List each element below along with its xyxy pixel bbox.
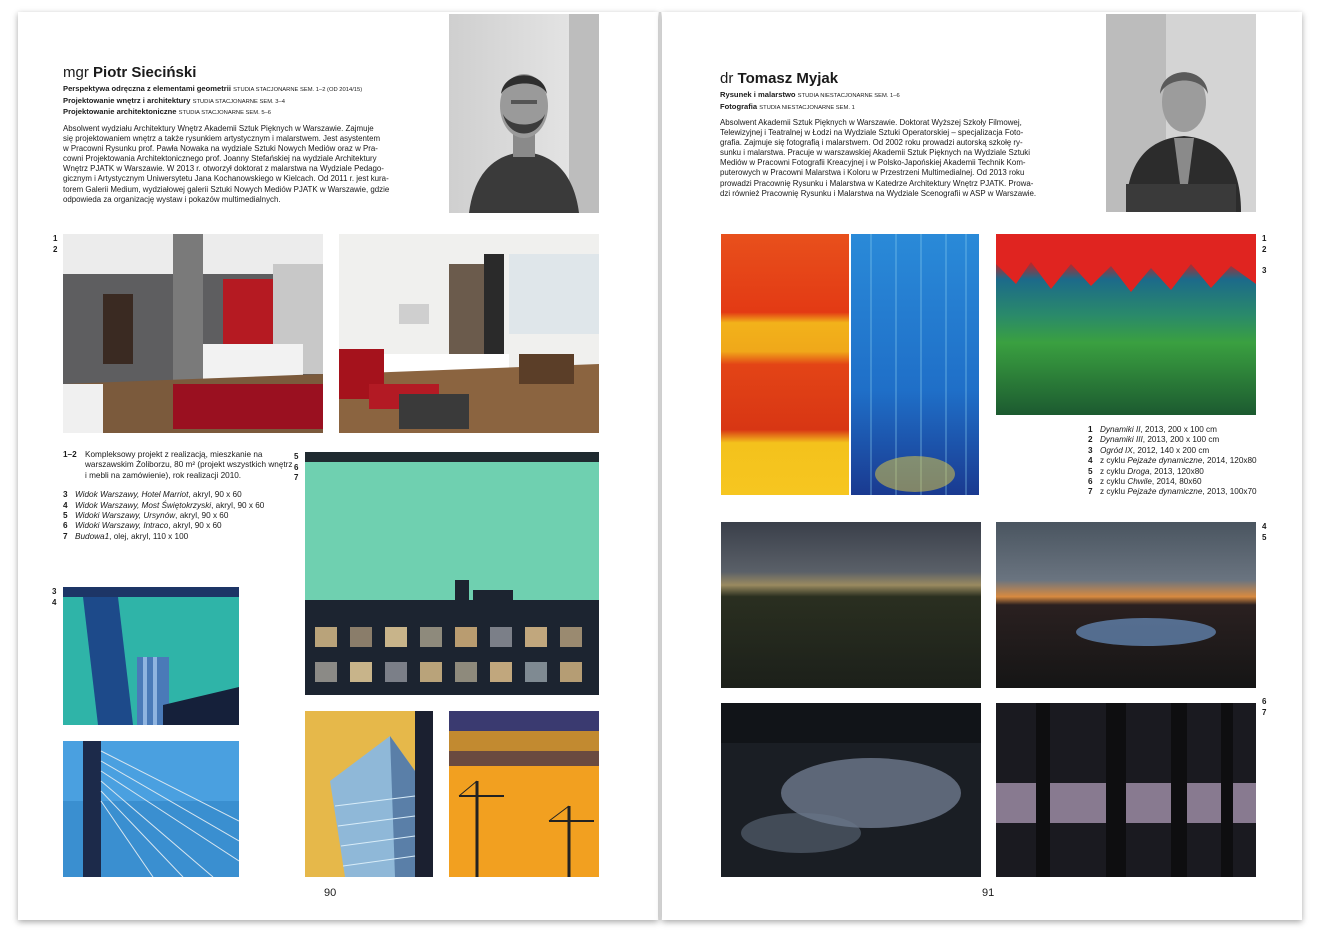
caption-item: 5 Widoki Warszawy, Ursynów, akryl, 90 x 60 <box>63 511 229 521</box>
photo-droga <box>996 522 1256 688</box>
photo-chwile <box>721 703 981 877</box>
painting-hotel-marriot <box>63 587 239 725</box>
course-item: Projektowanie wnętrz i architektury STUDIA STACJONARNE SEM. 3–4 <box>63 95 285 105</box>
painting-budowa1 <box>449 711 599 877</box>
figure-numbers-interiors: 1 2 <box>53 234 58 254</box>
portrait-photo-right <box>1106 14 1256 212</box>
painting-cityscape-large <box>305 452 599 695</box>
page-number-left: 90 <box>324 887 337 899</box>
painting-ogrod-ix <box>996 234 1256 415</box>
caption-item: 7 Budowa1, olej, akryl, 110 x 100 <box>63 531 189 541</box>
painting-dynamiki-ii <box>721 234 849 495</box>
author-title: dr <box>720 70 734 87</box>
caption-item: 4 z cyklu Pejzaże dynamiczne, 2014, 120x80 <box>1088 456 1257 466</box>
author-title: mgr <box>63 64 89 81</box>
caption-item: 2 Dynamiki III, 2013, 200 x 100 cm <box>1088 435 1220 445</box>
author-name-left <box>63 64 196 82</box>
author-name-right <box>720 70 838 88</box>
caption-item: 3 Ogród IX, 2012, 140 x 200 cm <box>1088 445 1210 455</box>
figure-numbers-photos-bottom: 6 7 <box>1262 697 1267 717</box>
course-list-right <box>720 90 900 113</box>
bio-left: Absolwent wydziału Architektury Wnętrz Akademii Sztuk Pięknych w Warszawie. Zajmuje się projektowaniem wnętrz a także rysunkiem artystycznym i malarstwem. Jest asystentem w Pracowni Rysunku prof. Pawła Nowaka na wydziale Sztuki Nowych Mediów oraz w Pra- cowni Projektowania Architektonicznego prof. Joanny Stefańskiej na wydziale Architektury Wnętrz PJATK w Warszawie. W 2013 r. otworzył doktorat z malarstwa na Wydziale Pedago- gicznym i Artystycznym Uniwersytetu Jana Kochanowskiego w Kielcach. Od 2011 r. jest kura- torem Galerii Medium, wydziałowej galerii Sztuki Nowych Mediów PJATK w Warszawie, gdzie odpowieda za organizację wystaw i pokazów multimedialnych. <box>63 124 390 204</box>
interior-photo-1 <box>63 234 323 433</box>
caption-item: 5 z cyklu Droga, 2013, 120x80 <box>1088 466 1204 476</box>
course-item: Perspektywa odręczna z elementami geometrii STUDIA STACJONARNE SEM. 1–2 (OD 2014/15) <box>63 84 363 93</box>
course-item: Rysunek i malarstwo STUDIA NIESTACJONARNE SEM. 1–6 <box>720 90 900 99</box>
caption-item: 1 Dynamiki II, 2013, 200 x 100 cm <box>1088 425 1217 434</box>
painting-dynamiki-iii <box>851 234 979 495</box>
painting-intraco <box>305 711 433 877</box>
photo-pejzaze-dynamiczne-2014 <box>721 522 981 688</box>
caption-item: 6 z cyklu Chwile, 2014, 80x60 <box>1088 477 1202 487</box>
painting-most-swietokrzyski <box>63 741 239 877</box>
caption-item: 3 Widok Warszawy, Hotel Marriot, akryl, 90 x 60 <box>63 490 242 500</box>
photo-pejzaze-dynamiczne-2013 <box>996 703 1256 877</box>
captions-left <box>63 450 293 542</box>
course-list-left <box>63 84 362 119</box>
page-number-right: 91 <box>982 887 995 899</box>
portrait-photo-left <box>449 14 599 213</box>
course-item: Fotografia STUDIA NIESTACJONARNE SEM. 1 <box>720 101 855 111</box>
caption-item: 4 Widok Warszawy, Most Świętokrzyski, akryl, 90 x 60 <box>63 500 265 510</box>
author-surname: Tomasz Myjak <box>737 70 839 87</box>
caption-item: 1–2 Kompleksowy projekt z realizacją, mieszkanie na warszawskim Żoliborzu, 80 m² (projekt wszystkich wnętrz i mebli na zamówienie), rok realizacji 2010. <box>63 450 293 480</box>
figure-numbers-paintings-right: 1 2 3 <box>1262 234 1267 275</box>
course-item: Projektowanie architektoniczne STUDIA STACJONARNE SEM. 5–6 <box>63 107 271 116</box>
figure-numbers-photos-top: 4 5 <box>1262 522 1267 542</box>
spine-gutter <box>659 12 661 920</box>
bio-right: Absolwent Akademii Sztuk Pięknych w Warszawie. Doktorat Wyższej Szkoły Filmowej, Telewizyjnej i Teatralnej w Łodzi na Wydziale Sztuki Operatorskiej – specjalizacja Foto- grafia. Zajmuje się fotografią i malarstwem. Od 2002 roku prowadzi autorską szkołę ry- sunku i malarstwa. Pracuje w warszawskiej Akademii Sztuk Pięknych na Wydziale Sztuki Mediów w Pracowni Fotografii Kreacyjnej i w Polsko-Japońskiej Akademii Technik Kom- puterowych w Pracowni Malarstwa i Koloru w Przestrzeni Multimedialnej. Od 2013 roku prowadzi Pracownię Rysunku i Malarstwa w Katedrze Architektury Wnętrz PJATK. Prowa- dzi również Pracownię Rysunku i Malarstwa na Wydziale Scenografii w ASP w Warszawie. <box>720 118 1037 198</box>
figure-numbers-paintings-top: 5 6 7 <box>294 452 299 482</box>
caption-item: 7 z cyklu Pejzaże dynamiczne, 2013, 100x70 <box>1088 487 1257 497</box>
captions-right <box>1088 425 1258 498</box>
interior-photo-2 <box>339 234 599 433</box>
caption-item: 6 Widoki Warszawy, Intraco, akryl, 90 x 60 <box>63 521 222 531</box>
figure-numbers-paintings-left: 3 4 <box>52 587 57 607</box>
author-surname: Piotr Sieciński <box>93 64 197 81</box>
